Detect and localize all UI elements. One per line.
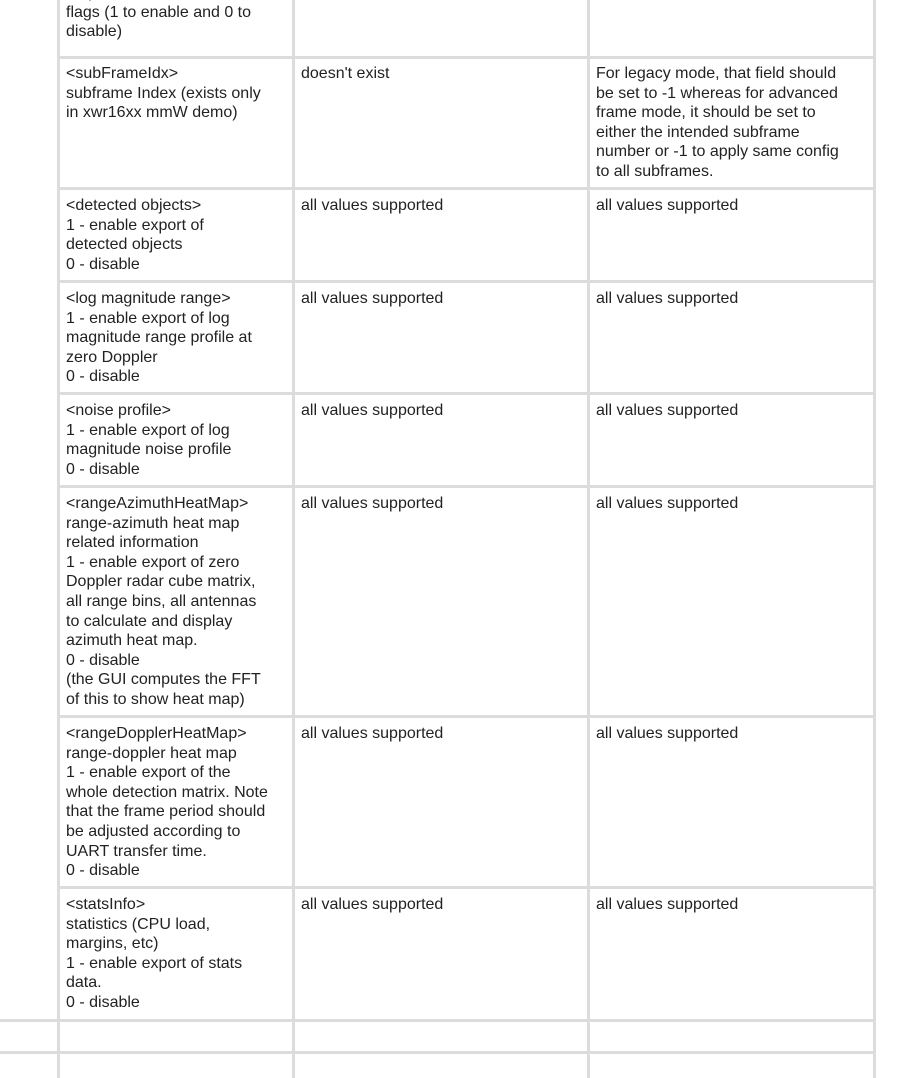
table-border-left [57,0,60,1078]
advanced-support-cell: all values supported [596,402,739,419]
row-divider-outer [0,1019,876,1022]
row-divider [57,886,876,889]
row-divider [57,187,876,190]
legacy-support-cell: all values supported [301,495,444,512]
legacy-support-cell: all values supported [301,896,444,913]
legacy-support-cell: all values supported [301,197,444,214]
legacy-support-cell: all values supported [301,402,444,419]
param-cell-noise-profile: <noise profile> 1 - enable export of log magnitude noise profile 0 - disable [66,402,232,478]
legacy-support-cell: all values supported [301,725,444,742]
legacy-support-cell: all values supported [301,290,444,307]
advanced-support-cell: all values supported [596,197,739,214]
param-cell-range-azimuth-heatmap: <rangeAzimuthHeatMap> range-azimuth heat map related information 1 - enable export of zero Doppler radar cube matrix, all range bins, all antennas to calculate and display azimuth heat map. 0 - disable (the GUI computes the FFT of this to show heat map) [66,495,261,708]
row-divider [57,485,876,488]
table-border-right [873,0,876,1078]
advanced-support-cell: all values supported [596,290,739,307]
param-cell-flags-note: flags (1 to enable and 0 to disable) [66,3,252,41]
legacy-support-cell: doesn't exist [301,65,390,82]
advanced-support-cell: For legacy mode, that field should be set to -1 whereas for advanced frame mode, it should be set to either the intended subframe number or -1 to apply same config to all subframes. [596,65,839,180]
row-divider [57,280,876,283]
row-divider-outer [0,1051,876,1054]
advanced-support-cell: all values supported [596,896,739,913]
row-divider [57,715,876,718]
param-cell-subframeidx: <subFrameIdx> subframe Index (exists only in xwr16xx mmW demo) [66,65,261,122]
param-cell-log-magnitude-range: <log magnitude range> 1 - enable export of log magnitude range profile at zero Doppler 0 - disable [66,290,252,386]
param-cell-range-doppler-heatmap: <rangeDopplerHeatMap> range-doppler heat map 1 - enable export of the whole detection matrix. Note that the frame period should be adjusted according to UART transfer time. 0 - disable [66,725,268,880]
table-border-col2 [587,0,590,1078]
param-cell-detected-objects: <detected objects> 1 - enable export of detected objects 0 - disable [66,197,204,273]
table-border-col1 [292,0,295,1078]
param-cell-stats-info: <statsInfo> statistics (CPU load, margins, etc) 1 - enable export of stats data. 0 - disable [66,896,243,1011]
advanced-support-cell: all values supported [596,495,739,512]
advanced-support-cell: all values supported [596,725,739,742]
row-divider [57,56,876,59]
row-divider [57,392,876,395]
